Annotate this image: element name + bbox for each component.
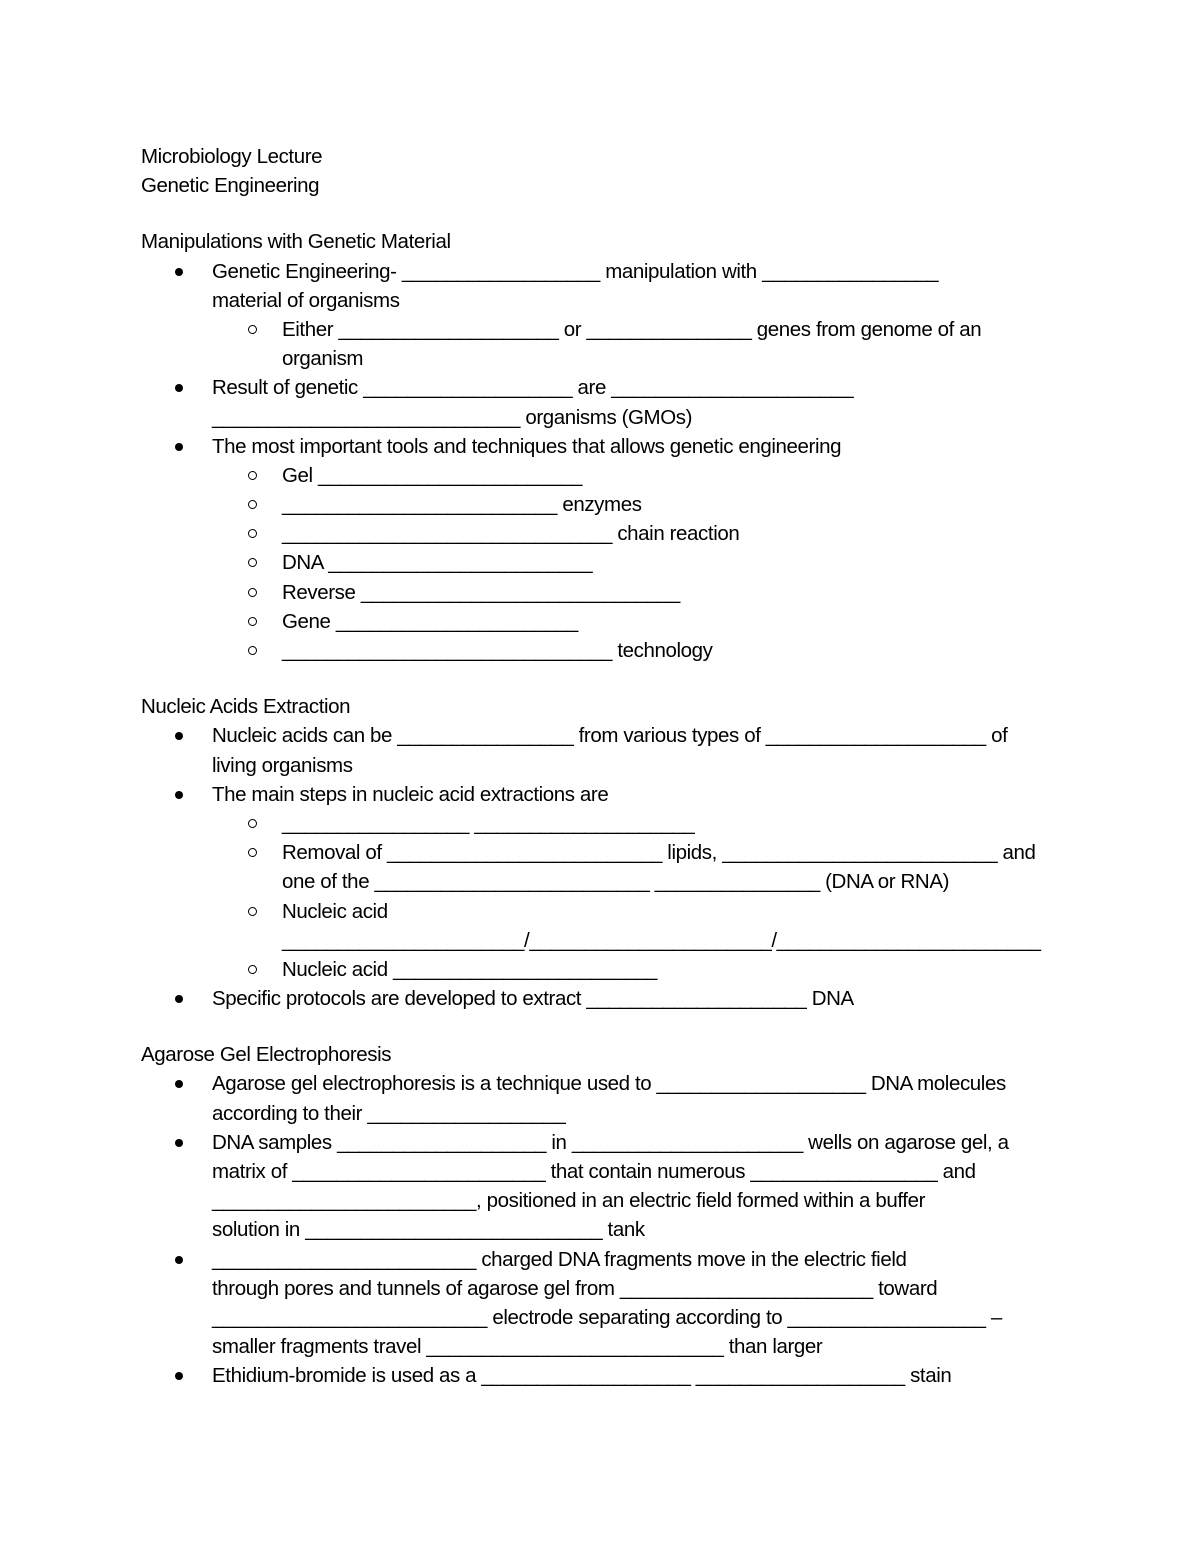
sub-list-item-continuation: one of the _________________________ _______________ (DNA or RNA) [282,870,950,894]
sub-list-item: _________________ ____________________ [141,809,1061,838]
circle-bullet-icon [248,965,257,974]
sub-list-item-continuation: ______________________/______________________/________________________ [282,928,1041,952]
circle-bullet-icon [248,325,257,334]
sub-list-item: ______________________________ chain reaction [141,519,1061,548]
list-item-continuation: _________________________ electrode separating according to __________________ – [212,1305,1002,1329]
sub-list-item: Reverse _____________________________ [141,578,1061,607]
list-item-continuation: according to their __________________ [212,1101,566,1125]
list-item-continuation: ____________________________ organisms (GMOs) [212,405,693,429]
sub-list-item-continuation: organism [282,347,364,371]
circle-bullet-icon [248,588,257,597]
bullet-icon [175,732,183,740]
topic-title: Genetic Engineering [141,174,320,198]
circle-bullet-icon [248,907,257,916]
sub-list-item: Removal of _________________________ lipids, _________________________ and [141,838,1061,867]
bullet-icon [175,1139,183,1147]
bullet-icon [175,268,183,276]
circle-bullet-icon [248,500,257,509]
list-item-continuation: solution in ___________________________ tank [212,1218,645,1242]
document-body [141,142,1061,1391]
sub-list-item: DNA ________________________ [141,548,1061,577]
list-item: DNA samples ___________________ in _____________________ wells on agarose gel, a [141,1128,1061,1157]
sub-list-item: Either ____________________ or _______________ genes from genome of an [141,315,1061,344]
list-item-continuation: smaller fragments travel ___________________________ than larger [212,1335,823,1359]
list-item-continuation: ________________________, positioned in an electric field formed within a buffer [212,1189,926,1213]
sub-list-item: _________________________ enzymes [141,490,1061,519]
circle-bullet-icon [248,558,257,567]
course-title: Microbiology Lecture [141,145,323,168]
list-item: The most important tools and techniques that allows genetic engineering [141,432,1061,461]
bullet-icon [175,1256,183,1264]
bullet-icon [175,791,183,799]
list-item: Specific protocols are developed to extract ____________________ DNA [141,984,1061,1013]
circle-bullet-icon [248,848,257,857]
circle-bullet-icon [248,529,257,538]
bullet-icon [175,995,183,1003]
sub-list-item: Nucleic acid [141,897,1061,926]
circle-bullet-icon [248,617,257,626]
sub-list-item: Gel ________________________ [141,461,1061,490]
list-item: Genetic Engineering- __________________ manipulation with ________________ [141,257,1061,286]
list-item: ________________________ charged DNA fragments move in the electric field [141,1245,1061,1274]
section-heading: Nucleic Acids Extraction [141,695,351,719]
sub-list-item: Nucleic acid ________________________ [141,955,1061,984]
circle-bullet-icon [248,646,257,655]
list-item: The main steps in nucleic acid extractions are [141,780,1061,809]
bullet-icon [175,384,183,392]
circle-bullet-icon [248,819,257,828]
list-item: Result of genetic ___________________ are ______________________ [141,373,1061,402]
sub-list-item: ______________________________ technology [141,636,1061,665]
list-item: Nucleic acids can be ________________ from various types of ____________________ of [141,721,1061,750]
list-item-continuation: material of organisms [212,288,400,312]
list-item-continuation: living organisms [212,753,353,777]
list-item: Ethidium-bromide is used as a ___________________ ___________________ stain [141,1361,1061,1390]
list-item-continuation: through pores and tunnels of agarose gel from _______________________ toward [212,1276,938,1300]
sub-list-item: Gene ______________________ [141,607,1061,636]
section-heading: Manipulations with Genetic Material [141,230,451,254]
list-item-continuation: matrix of _______________________ that contain numerous _________________ and [212,1160,976,1183]
bullet-icon [175,443,183,451]
circle-bullet-icon [248,471,257,480]
bullet-icon [175,1372,183,1380]
section-heading: Agarose Gel Electrophoresis [141,1043,392,1067]
bullet-icon [175,1080,183,1088]
list-item: Agarose gel electrophoresis is a technique used to ___________________ DNA molecules [141,1069,1061,1098]
